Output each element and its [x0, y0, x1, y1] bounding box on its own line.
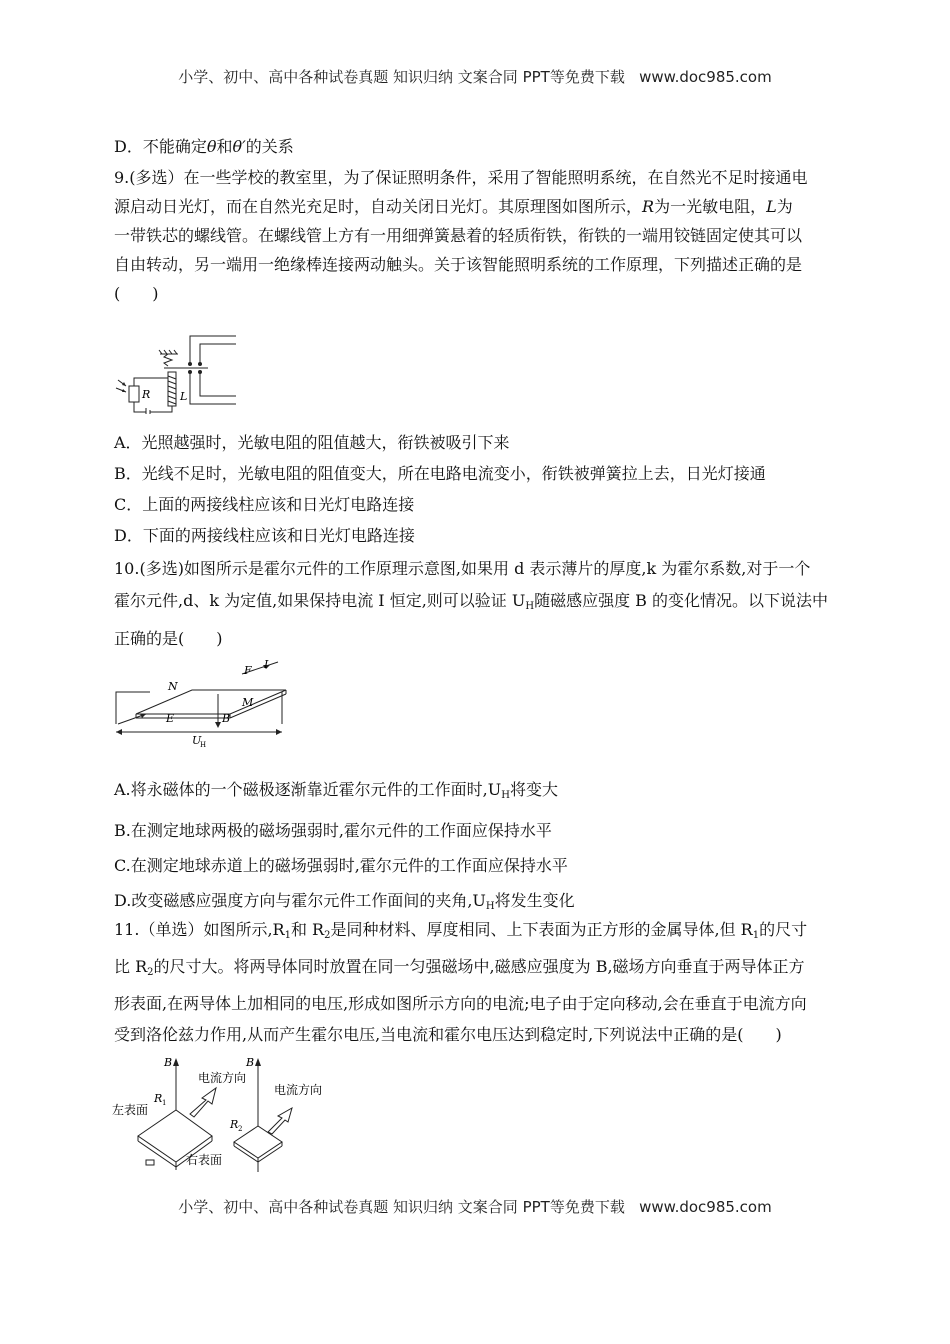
fig-label-current-left: 电流方向 [198, 1071, 247, 1085]
q10-d-sub: H [485, 901, 495, 912]
q10-d-suffix: 将发生变化 [494, 891, 575, 910]
fig-label-left-face: 左表面 [112, 1103, 149, 1117]
q11-row1-a: 11.（单选）如图所示,R [114, 920, 285, 939]
q9-row4: 自由转动，另一端用一绝缘棒连接两动触头。关于该智能照明系统的工作原理，下列描述正确的是 [114, 255, 803, 274]
fig-label-r: R [142, 388, 151, 401]
q9-row2-r: R [642, 197, 655, 216]
header-banner [0, 66, 950, 87]
fig-label-b2: B [246, 1056, 255, 1069]
q11-row1-c: 是同种材料、厚度相同、上下表面为正方形的金属导体,但 R [330, 920, 753, 939]
q8-option-d [114, 137, 294, 157]
q11-row4: 受到洛伦兹力作用,从而产生霍尔电压,当电流和霍尔电压达到稳定时,下列说法中正确的是( ) [114, 1025, 782, 1044]
fig-label-b1: B [164, 1056, 173, 1069]
q10-row1: 10.(多选)如图所示是霍尔元件的工作原理示意图,如果用 d 表示薄片的厚度,k 为霍尔系数,对于一个 [114, 559, 811, 578]
q10-a-sub: H [501, 790, 510, 801]
q9-row2-b: 为一光敏电阻， [654, 197, 767, 216]
fig-label-r1: R [154, 1092, 163, 1105]
q9-row1: 9.(多选）在一些学校的教室里，为了保证照明条件，采用了智能照明系统，在自然光不足时接通电 [114, 168, 808, 187]
current-arrow-left [190, 1088, 216, 1117]
lamp-wire-bottom-inner [200, 372, 236, 396]
q10-row3: 正确的是( ) [114, 629, 223, 648]
q9-row2-c: 为 [776, 197, 793, 216]
q9-row2 [114, 192, 839, 221]
q9-option-c: C．上面的两接线柱应该和日光灯电路连接 [114, 495, 415, 514]
q10-option-b: B.在测定地球两极的磁场强弱时,霍尔元件的工作面应保持水平 [114, 821, 552, 840]
q9-option-a: A．光照越强时，光敏电阻的阻值越大，衔铁被吸引下来 [114, 433, 510, 452]
q10-row2-a: 霍尔元件,d、k 为定值,如果保持电流 I 恒定,则可以验证 U [114, 591, 526, 610]
q9-stem [114, 163, 839, 308]
fig-label-current-right: 电流方向 [274, 1083, 323, 1097]
q11-row1-sub1: 1 [284, 930, 291, 941]
photoresistor [129, 386, 139, 402]
hall-plate [136, 690, 286, 714]
footer-banner-site[interactable]: www.doc985.com [639, 1198, 772, 1216]
fig-label-right-face: 右表面 [186, 1153, 223, 1167]
fig-label-e: E [166, 712, 175, 725]
q10-a-suffix: 将变大 [509, 780, 558, 799]
lamp-wire-top-outer [190, 336, 236, 364]
q11-row2-sub: 2 [147, 967, 154, 978]
q8-suffix: 的关系 [245, 137, 294, 156]
fig-label-l: L [180, 390, 188, 403]
q11-row2 [114, 951, 839, 988]
current-arrow-right [268, 1108, 292, 1134]
outer-wire-left [116, 692, 150, 724]
q8-and: 和 [216, 137, 233, 156]
q11-stem [114, 914, 839, 1050]
spring [164, 354, 172, 366]
q9-row5: ( ) [114, 284, 159, 303]
banner-site[interactable]: www.doc985.com [639, 68, 772, 86]
q10-row2-b: 随磁感应强度 B 的变化情况。以下说法中 [534, 591, 829, 610]
q10-d-text: D.改变磁感应强度方向与霍尔元件工作面间的夹角,U [114, 891, 486, 910]
q10-row2-sub: H [525, 601, 535, 612]
fig-label-u: U [192, 734, 202, 747]
q9-option-d: D．下面的两接线柱应该和日光灯电路连接 [114, 526, 415, 545]
coil-windings [168, 376, 176, 404]
fig-label-r2: R [230, 1118, 239, 1131]
fig-label-m: M [242, 696, 254, 709]
footer-banner-text: 小学、初中、高中各种试卷真题 知识归纳 文案合同 PPT等免费下载 [178, 1198, 625, 1216]
fig-label-u-sub: H [200, 741, 207, 748]
footer-banner [0, 1196, 950, 1217]
q9-options [114, 428, 839, 550]
q11-row1-d: 的尺寸 [759, 920, 808, 939]
lamp-wire-top-inner [200, 344, 236, 364]
q8-d-prefix: D．不能确定 [114, 137, 207, 156]
q11-row3: 形表面,在两导体上加相同的电压,形成如图所示方向的电流;电子由于定向移动,会在垂直于电流方向 [114, 994, 807, 1013]
q11-row1-sub3: 1 [752, 930, 760, 941]
q9-row3: 一带铁芯的螺线管。在螺线管上方有一用细弹簧悬着的轻质衔铁，衔铁的一端用铰链固定使其可以 [114, 226, 803, 245]
q10-stem [114, 553, 839, 655]
q9-row2-l: L [766, 197, 777, 216]
fig-label-n: N [168, 680, 178, 693]
q9-row2-a: 源启动日光灯，而在自然光充足时，自动关闭日光灯。其原理图如图所示， [114, 197, 643, 216]
q11-row1-b: 和 R [290, 920, 325, 939]
fig-label-f: F [244, 664, 252, 677]
fig-label-i: I [264, 658, 269, 671]
q9-option-b: B．光线不足时，光敏电阻的阻值变大，所在电路电流变小，衔铁被弹簧拉上去，日光灯接通 [114, 464, 766, 483]
q9-relay-figure [112, 328, 242, 414]
q10-row2 [114, 585, 839, 623]
q8-theta: θ [206, 137, 217, 156]
fig-label-r2-sub: 2 [238, 1125, 243, 1133]
q10-hall-figure [110, 656, 292, 748]
fig-label-r1-sub: 1 [162, 1099, 167, 1107]
q11-row1 [114, 914, 839, 951]
q11-row2-a: 比 R [114, 957, 148, 976]
lamp-wire-bottom-outer [190, 372, 236, 404]
resistor-wire [134, 378, 168, 386]
q10-option-c: C.在测定地球赤道上的磁场强弱时,霍尔元件的工作面应保持水平 [114, 856, 568, 875]
q11-row1-sub2: 2 [324, 930, 331, 941]
banner-text: 小学、初中、高中各种试卷真题 知识归纳 文案合同 PPT等免费下载 [178, 68, 625, 86]
q8-theta-prime: θ′ [232, 137, 246, 156]
q10-a-text: A.将永磁体的一个磁极逐渐靠近霍尔元件的工作面时,U [114, 780, 502, 799]
q10-options [114, 772, 839, 924]
q10-option-a [114, 772, 839, 813]
q11-conductor-figure [110, 1052, 340, 1176]
q11-row2-b: 的尺寸大。将两导体同时放置在同一匀强磁场中,磁感应强度为 B,磁场方向垂直于两导体正方 [153, 957, 805, 976]
fig-label-b: B [222, 712, 231, 725]
